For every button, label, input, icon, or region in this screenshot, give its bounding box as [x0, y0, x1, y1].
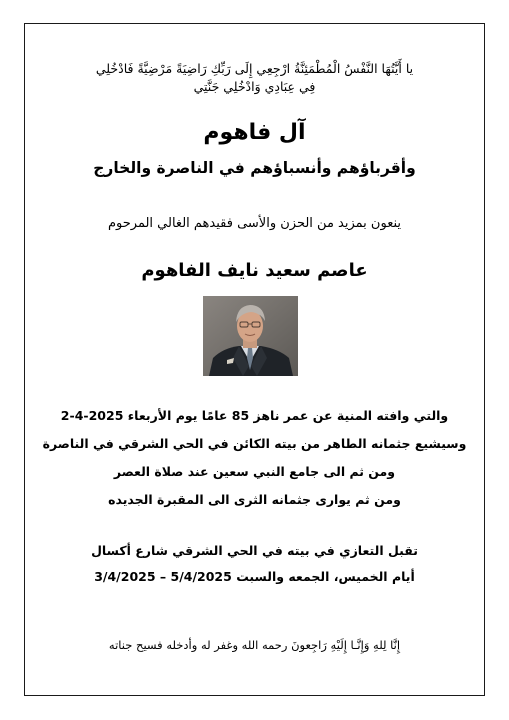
quran-verse-line-2: فِي عِبَادِي وَادْخُلِي جَنَّتِي [193, 79, 316, 94]
quran-verse-line-1: يا أَيَّتُهَا النَّفْسُ الْمُطْمَئِنَّةُ ارْجِعِي إِلَى رَبِّكِ رَاضِيَةً مَرْضِيَّةً فَادْخُلِي [95, 61, 414, 76]
relatives-line: وأقرباؤهم وأنسباؤهم في الناصرة والخارج [93, 159, 416, 177]
deceased-portrait-photo [203, 296, 298, 376]
closing-prayer: إِنَّا لِلهِ وَإِنَّـا إِلَيْهِ رَاجِعونَ رحمه الله وغفر له وأدخله فسيح جناته [108, 638, 401, 652]
death-notice-line-1: والتي وافته المنية عن عمر ناهز 85 عامًا يوم الأربعاء 2025-4-2 [60, 408, 449, 423]
mourning-announcement: ينعون بمزيد من الحزن والأسى فقيدهم الغالي المرحوم [107, 216, 402, 231]
death-notice-line-2: وسيشيع جثمانه الطاهر من بيته الكائن في الحي الشرقي في الناصرة [42, 436, 467, 451]
deceased-name: عاصم سعيد نايف الفاهوم [141, 260, 368, 281]
death-notice-line-4: ومن ثم يوارى جثمانه الثرى الى المقبرة الجديده [108, 492, 401, 507]
family-name-heading: آل فاهوم [203, 120, 306, 145]
condolences-line-1: تقبل التعازي في بيته في الحي الشرقي شارع أكسال [91, 543, 418, 558]
condolences-line-2: أيام الخميس، الجمعه والسبت 5/4/2025 – 3/4/2025 [94, 569, 415, 584]
death-notice-line-3: ومن ثم الى جامع النبي سعين عند صلاة العصر [113, 464, 396, 479]
